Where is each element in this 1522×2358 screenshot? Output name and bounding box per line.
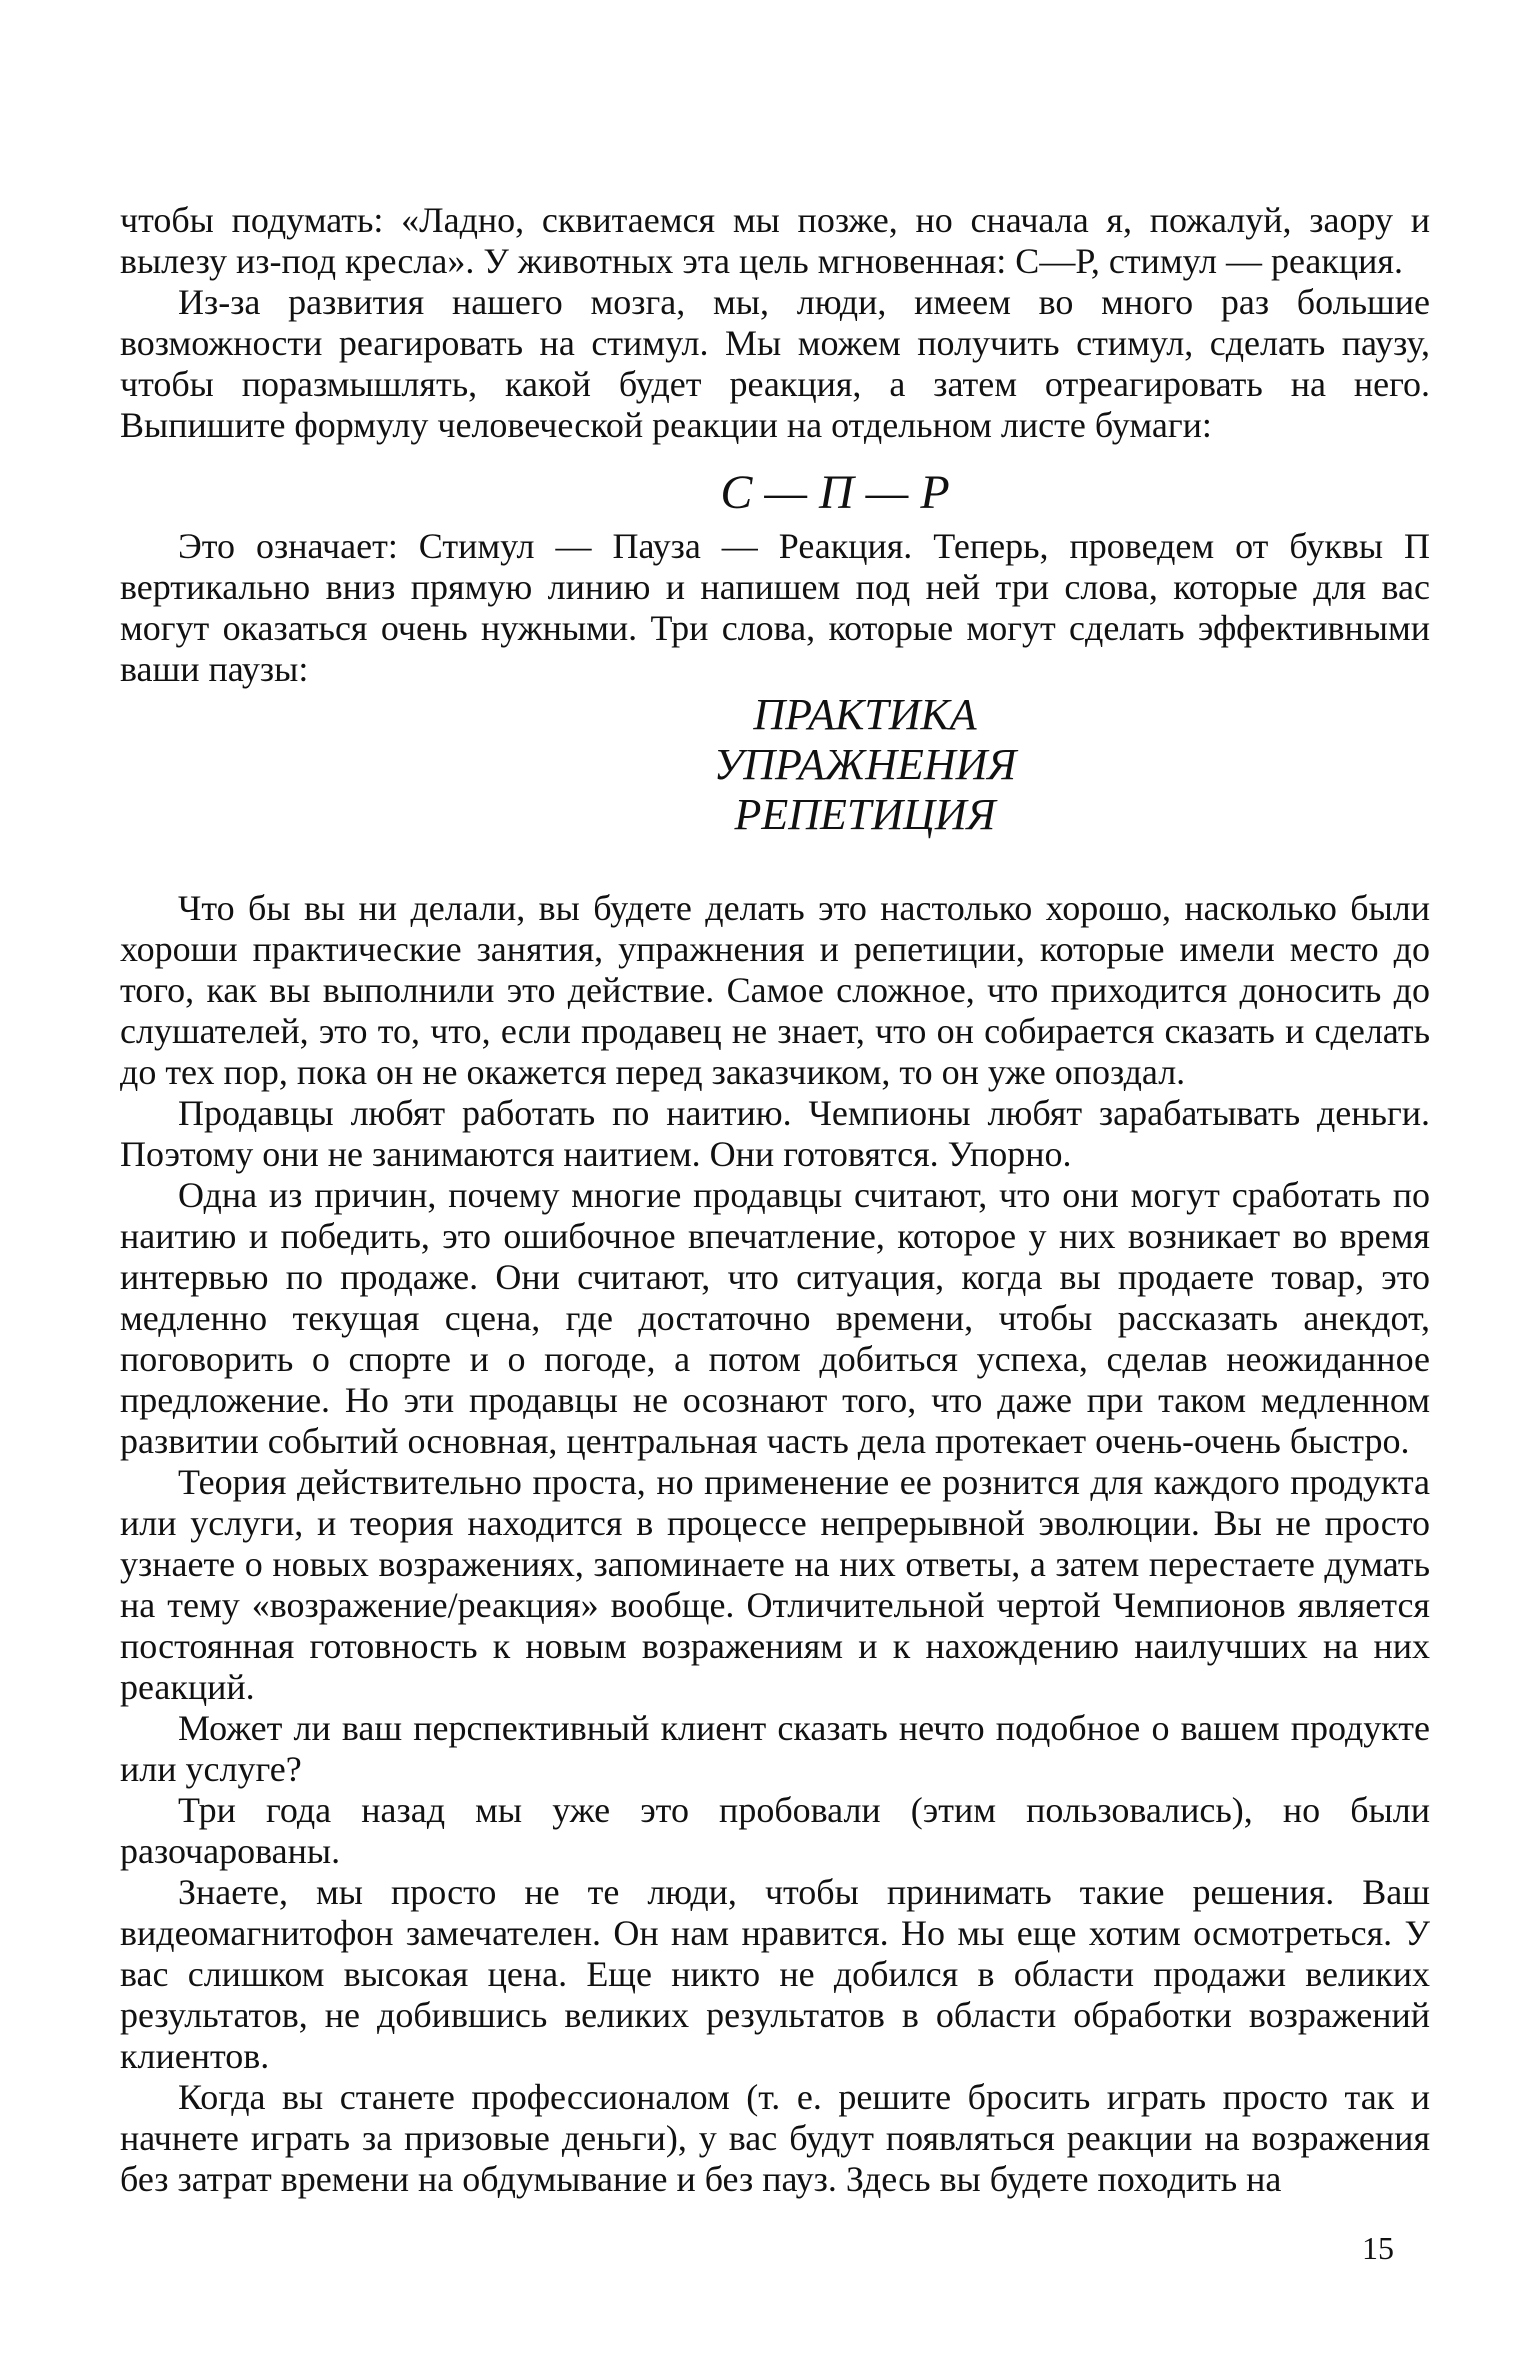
paragraph-professional: Когда вы станете профессионалом (т. е. решите бросить играть просто так и начнете играть за призовые деньги), у вас будут появляться реакции на возражения без затрат времени на обдумывание и без пауз. Здесь вы будете походить на [120,2077,1430,2199]
paragraph-intro: чтобы подумать: «Ладно, сквитаемся мы позже, но сначала я, пожалуй, заору и вылезу из-под кресла». У животных эта цель мгновенная: С—Р, стимул — реакция. [120,200,1430,281]
paragraph-objection-1: Три года назад мы уже это пробовали (этим пользовались), но были разочарованы. [120,1790,1430,1871]
paragraph-reasons: Одна из причин, почему многие продавцы считают, что они могут сработать по наитию и победить, это ошибочное впечатление, которое у них возникает во время интервью по продаже. Они считают, что ситуация, когда вы продаете товар, это медленно текущая сцена, где достаточно времени, чтобы рассказать анекдот, поговорить о спорте и о погоде, а потом добиться успеха, сделав неожиданное предложение. Но эти продавцы не осознают того, что даже при таком медленном развитии событий основная, центральная часть дела протекает очень-очень быстро. [120,1175,1430,1461]
word-exercises: УПРАЖНЕНИЯ [713,740,1017,789]
formula: С — П — Р [720,466,950,519]
page-body [120,200,1430,2200]
paragraph-practice: Что бы вы ни делали, вы будете делать это настолько хорошо, насколько были хороши практические занятия, упражнения и репетиции, которые имели место до того, как вы выполнили это действие. Самое сложное, что приходится доносить до слушателей, это то, что, если продавец не знает, что он собирается сказать и сделать до тех пор, пока он не окажется перед заказчиком, то он уже опоздал. [120,888,1430,1092]
paragraph-brain: Из-за развития нашего мозга, мы, люди, имеем во много раз большие возможности реагировать на стимул. Мы можем получить стимул, сделать паузу, чтобы поразмышлять, какой будет реакция, а затем отреагировать на него. Выпишите формулу человеческой реакции на отдельном листе бумаги: [120,282,1430,445]
paragraph-question: Может ли ваш перспективный клиент сказать нечто подобное о вашем продукте или услуге? [120,1708,1430,1789]
paragraph-meaning: Это означает: Стимул — Пауза — Реакция. Теперь, проведем от буквы П вертикально вниз прямую линию и напишем под ней три слова, которые для вас могут оказаться очень нужными. Три слова, которые могут сделать эффективными ваши паузы: [120,526,1430,689]
paragraph-theory: Теория действительно проста, но применение ее рознится для каждого продукта или услуги, и теория находится в процессе непрерывной эволюции. Вы не просто узнаете о новых возражениях, запоминаете на них ответы, а затем перестаете думать на тему «возражение/реакция» вообще. Отличительной чертой Чемпионов является постоянная готовность к новым возражениям и к нахождению наилучших на них реакций. [120,1462,1430,1707]
paragraph-objection-2: Знаете, мы просто не те люди, чтобы принимать такие решения. Ваш видеомагнитофон замечателен. Он нам нравится. Но мы еще хотим осмотреться. У вас слишком высокая цена. Еще никто не добился в области продажи великих результатов, не добившись великих результатов в области обработки возражений клиентов. [120,1872,1430,2076]
word-practice: ПРАКТИКА [753,690,977,739]
paragraph-intuition: Продавцы любят работать по наитию. Чемпионы любят зарабатывать деньги. Поэтому они не занимаются наитием. Они готовятся. Упорно. [120,1093,1430,1174]
three-words [120,690,1430,840]
page-number: 15 [1362,2230,1394,2266]
word-rehearsal: РЕПЕТИЦИЯ [734,790,996,839]
